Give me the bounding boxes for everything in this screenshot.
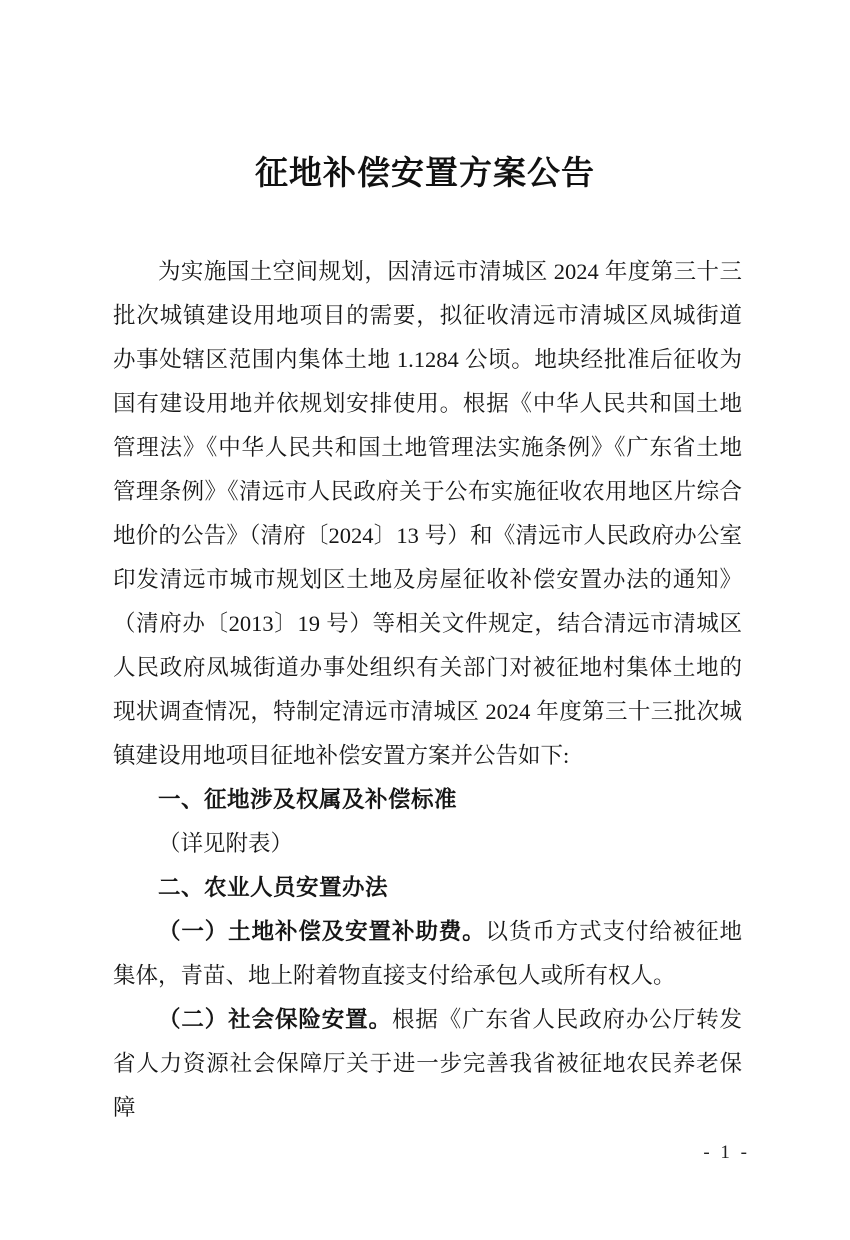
bold-lead-text: （一）土地补偿及安置补助费。 <box>158 919 486 944</box>
paragraph <box>113 822 742 866</box>
paragraph <box>113 250 742 778</box>
paragraph-text: 为实施国土空间规划，因清远市清城区 2024 年度第三十三批次城镇建设用地项目的需要，拟征收清远市清城区凤城街道办事处辖区范围内集体土地 1.1284 公顷。地块经批准后征收为国有建设用地并依规划安排使用。根据《中华人民共和国土地管理法》《中华人民共和国土地管理法实施条例》《广东省土地管理条例》《清远市人民政府关于公布实施征收农用地区片综合地价的公告》（清府〔2024〕13 号）和《清远市人民政府办公室印发清远市城市规划区土地及房屋征收补偿安置办法的通知》（清府办〔2013〕19 号）等相关文件规定，结合清远市清城区人民政府凤城街道办事处组织有关部门对被征地村集体土地的现状调查情况，特制定清远市清城区 2024 年度第三十三批次城镇建设用地项目征地补偿安置方案并公告如下: <box>113 259 742 768</box>
document-body <box>113 250 742 1130</box>
bold-lead-text: 一、征地涉及权属及补偿标准 <box>158 787 458 812</box>
bold-lead-text: 二、农业人员安置办法 <box>158 875 389 900</box>
paragraph-text: （详见附表） <box>158 831 294 856</box>
paragraph-text: 根据《广东省人民政府办公厅转发省人力资源社会保障厅关于进一步完善我省被征地农民养老保障 <box>113 1007 742 1120</box>
paragraph <box>113 998 742 1130</box>
paragraph <box>113 910 742 998</box>
paragraph-text: 以货币方式支付给被征地集体，青苗、地上附着物直接支付给承包人或所有权人。 <box>113 919 742 988</box>
page-number: - 1 - <box>703 1142 750 1163</box>
section-heading <box>113 866 742 910</box>
section-heading <box>113 778 742 822</box>
bold-lead-text: （二）社会保险安置。 <box>158 1007 392 1032</box>
document-title: 征地补偿安置方案公告 <box>255 156 595 192</box>
